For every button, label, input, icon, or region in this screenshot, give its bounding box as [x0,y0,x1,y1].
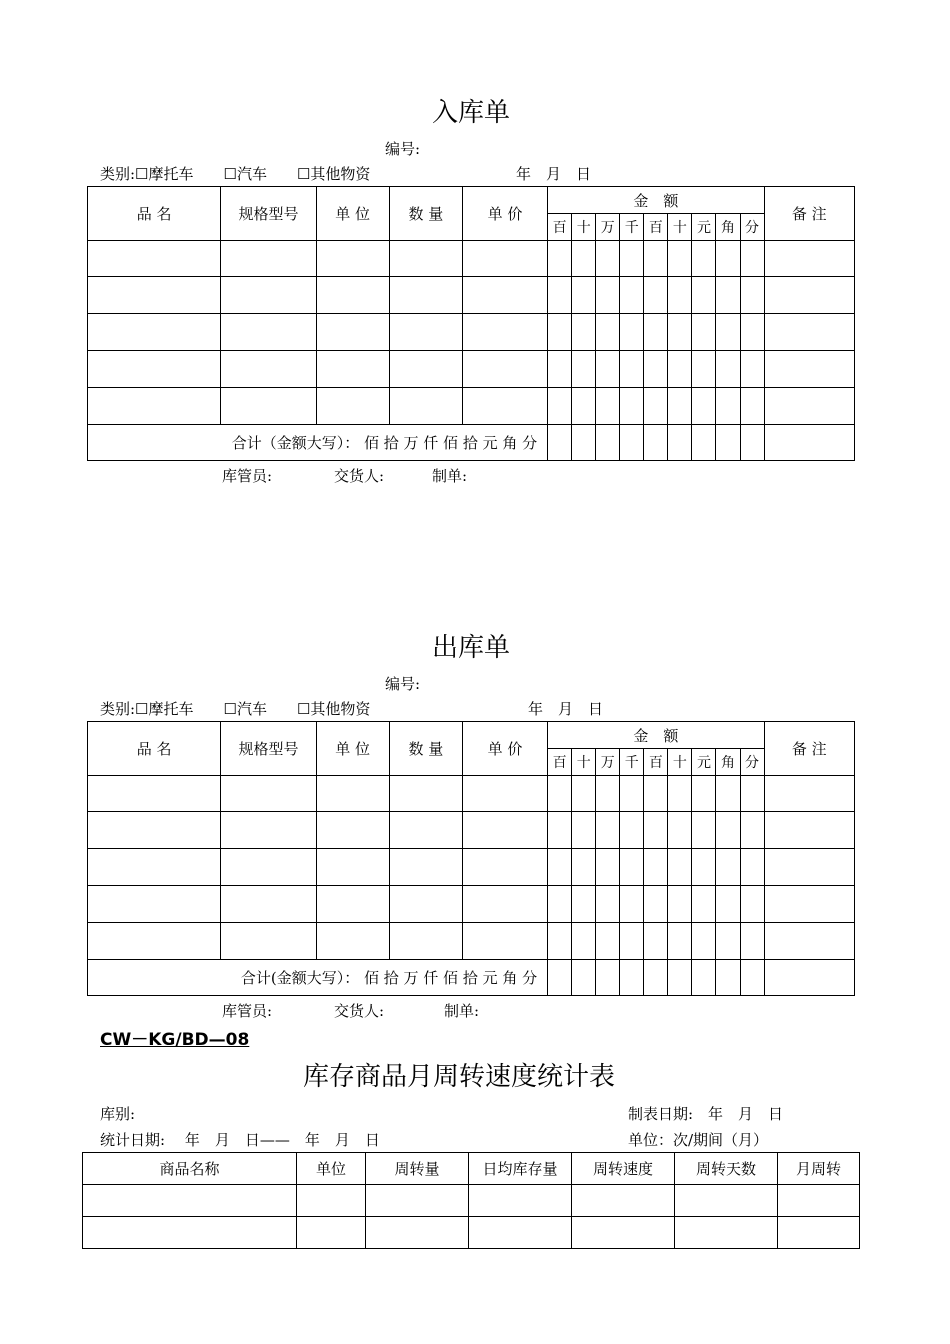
digit-cell: 千 [620,749,644,776]
input-cell[interactable] [764,388,854,425]
input-cell[interactable] [620,812,644,849]
input-cell[interactable] [548,960,572,996]
input-cell[interactable] [316,277,389,314]
input-cell[interactable] [221,849,316,886]
header-turnover-speed: 周转速度 [572,1153,675,1185]
input-cell[interactable] [462,314,547,351]
input-cell[interactable] [221,241,316,277]
input-cell[interactable] [620,960,644,996]
input-cell[interactable] [692,886,716,923]
input-cell[interactable] [596,923,620,960]
issue-table [87,721,855,996]
digit-cell: 十 [572,214,596,241]
digit-cell: 百 [644,749,668,776]
input-cell[interactable] [675,1217,778,1249]
digit-cell: 万 [596,749,620,776]
digit-cell: 角 [716,214,740,241]
input-cell[interactable] [548,241,572,277]
input-cell[interactable] [572,849,596,886]
input-cell[interactable] [462,351,547,388]
receipt-keeper-label: 库管员: [222,467,273,485]
input-cell[interactable] [692,960,716,996]
header-price: 单 价 [462,722,547,776]
input-cell[interactable] [389,388,462,425]
input-cell[interactable] [668,277,692,314]
input-cell[interactable] [764,960,854,996]
header-monthly-turnover: 月周转 [778,1153,860,1185]
table-row [88,388,855,425]
input-cell[interactable] [316,923,389,960]
digit-cell: 元 [692,214,716,241]
input-cell[interactable] [572,351,596,388]
input-cell[interactable] [716,314,740,351]
input-cell[interactable] [644,314,668,351]
issue-category-line: 类别:☐摩托车 ☐汽车 ☐其他物资 [100,700,371,718]
input-cell[interactable] [740,886,764,923]
turnover-title: 库存商品月周转速度统计表 [303,1062,616,1092]
input-cell[interactable] [221,776,316,812]
input-cell[interactable] [596,776,620,812]
table-row [88,923,855,960]
input-cell[interactable] [668,776,692,812]
input-cell[interactable] [740,776,764,812]
input-cell[interactable] [620,425,644,461]
input-cell[interactable] [620,776,644,812]
input-cell[interactable] [716,776,740,812]
input-cell[interactable] [572,277,596,314]
input-cell[interactable] [644,277,668,314]
input-cell[interactable] [572,425,596,461]
input-cell[interactable] [620,314,644,351]
input-cell[interactable] [548,351,572,388]
input-cell[interactable] [596,351,620,388]
input-cell[interactable] [740,849,764,886]
input-cell[interactable] [469,1217,572,1249]
input-cell[interactable] [88,812,221,849]
warehouse-label: 库别: [100,1105,136,1123]
input-cell[interactable] [716,351,740,388]
table-row [88,776,855,812]
input-cell[interactable] [596,886,620,923]
input-cell[interactable] [778,1185,860,1217]
input-cell[interactable] [740,425,764,461]
input-cell[interactable] [83,1217,297,1249]
header-daily-avg-stock: 日均库存量 [469,1153,572,1185]
input-cell[interactable] [221,277,316,314]
header-unit: 单 位 [316,187,389,241]
input-cell[interactable] [88,241,221,277]
input-cell[interactable] [88,923,221,960]
input-cell[interactable] [596,241,620,277]
stat-date-label: 统计日期: 年 月 日—— 年 月 日 [100,1131,380,1149]
input-cell[interactable] [548,314,572,351]
input-cell[interactable] [316,241,389,277]
input-cell[interactable] [389,351,462,388]
input-cell[interactable] [716,923,740,960]
input-cell[interactable] [548,388,572,425]
input-cell[interactable] [740,277,764,314]
input-cell[interactable] [620,241,644,277]
input-cell[interactable] [548,849,572,886]
input-cell[interactable] [764,776,854,812]
input-cell[interactable] [778,1217,860,1249]
total-label: 合计（金额大写）： 佰 拾 万 仟 佰 拾 元 角 分 [88,425,548,461]
digit-cell: 十 [668,214,692,241]
input-cell[interactable] [462,277,547,314]
input-cell[interactable] [740,351,764,388]
input-cell[interactable] [548,425,572,461]
input-cell[interactable] [389,886,462,923]
unit-label: 单位：次/期间（月） [628,1131,769,1149]
input-cell[interactable] [366,1217,469,1249]
receipt-title: 入库单 [432,98,511,128]
input-cell[interactable] [221,314,316,351]
input-cell[interactable] [764,425,854,461]
input-cell[interactable] [675,1185,778,1217]
input-cell[interactable] [620,849,644,886]
input-cell[interactable] [596,277,620,314]
input-cell[interactable] [596,849,620,886]
input-cell[interactable] [644,351,668,388]
digit-cell: 十 [668,749,692,776]
input-cell[interactable] [644,388,668,425]
receipt-deliverer-label: 交货人: [334,467,385,485]
header-turnover-quantity: 周转量 [366,1153,469,1185]
input-cell[interactable] [716,812,740,849]
input-cell[interactable] [316,886,389,923]
digit-cell: 角 [716,749,740,776]
form-code: CW－KG/BD—08 [100,1030,250,1050]
header-unit: 单位 [297,1153,366,1185]
header-quantity: 数 量 [389,187,462,241]
input-cell[interactable] [668,812,692,849]
input-cell[interactable] [716,886,740,923]
input-cell[interactable] [692,425,716,461]
input-cell[interactable] [389,923,462,960]
input-cell[interactable] [389,241,462,277]
input-cell[interactable] [740,314,764,351]
input-cell[interactable] [716,241,740,277]
input-cell[interactable] [644,923,668,960]
turnover-table [82,1152,860,1249]
input-cell[interactable] [221,923,316,960]
input-cell[interactable] [764,923,854,960]
input-cell[interactable] [692,776,716,812]
input-cell[interactable] [572,314,596,351]
input-cell[interactable] [644,886,668,923]
input-cell[interactable] [297,1185,366,1217]
input-cell[interactable] [620,277,644,314]
made-date-label: 制表日期: 年 月 日 [628,1105,784,1123]
input-cell[interactable] [668,425,692,461]
table-row [88,241,855,277]
issue-maker-label: 制单: [444,1002,480,1020]
input-cell[interactable] [316,388,389,425]
input-cell[interactable] [596,960,620,996]
input-cell[interactable] [764,241,854,277]
issue-deliverer-label: 交货人: [334,1002,385,1020]
input-cell[interactable] [668,960,692,996]
digit-cell: 元 [692,749,716,776]
input-cell[interactable] [389,277,462,314]
table-row [83,1185,860,1217]
input-cell[interactable] [668,886,692,923]
total-row [88,960,855,996]
input-cell[interactable] [692,812,716,849]
input-cell[interactable] [316,314,389,351]
input-cell[interactable] [88,776,221,812]
receipt-number-label: 编号: [385,140,421,158]
input-cell[interactable] [462,776,547,812]
input-cell[interactable] [740,960,764,996]
input-cell[interactable] [692,314,716,351]
input-cell[interactable] [764,314,854,351]
input-cell[interactable] [88,849,221,886]
input-cell[interactable] [572,388,596,425]
input-cell[interactable] [88,886,221,923]
input-cell[interactable] [644,812,668,849]
input-cell[interactable] [462,812,547,849]
digit-cell: 百 [644,214,668,241]
input-cell[interactable] [668,849,692,886]
receipt-table [87,186,855,461]
total-label: 合计(金额大写）： 佰 拾 万 仟 佰 拾 元 角 分 [88,960,548,996]
header-product-name: 商品名称 [83,1153,297,1185]
issue-keeper-label: 库管员: [222,1002,273,1020]
input-cell[interactable] [716,960,740,996]
input-cell[interactable] [88,314,221,351]
input-cell[interactable] [221,886,316,923]
header-price: 单 价 [462,187,547,241]
input-cell[interactable] [548,886,572,923]
input-cell[interactable] [548,923,572,960]
table-row [88,886,855,923]
input-cell[interactable] [462,241,547,277]
input-cell[interactable] [389,776,462,812]
input-cell[interactable] [716,849,740,886]
input-cell[interactable] [548,776,572,812]
header-amount: 金 额 [548,722,764,749]
input-cell[interactable] [620,923,644,960]
input-cell[interactable] [316,351,389,388]
issue-title: 出库单 [432,633,511,663]
input-cell[interactable] [366,1185,469,1217]
digit-cell: 百 [548,749,572,776]
input-cell[interactable] [572,886,596,923]
header-quantity: 数 量 [389,722,462,776]
input-cell[interactable] [668,388,692,425]
input-cell[interactable] [716,388,740,425]
header-remark: 备 注 [764,722,854,776]
issue-date-label: 年 月 日 [528,700,604,718]
input-cell[interactable] [764,277,854,314]
input-cell[interactable] [88,351,221,388]
input-cell[interactable] [644,960,668,996]
input-cell[interactable] [572,776,596,812]
input-cell[interactable] [644,849,668,886]
input-cell[interactable] [572,812,596,849]
input-cell[interactable] [596,388,620,425]
input-cell[interactable] [692,241,716,277]
input-cell[interactable] [644,776,668,812]
input-cell[interactable] [572,1217,675,1249]
input-cell[interactable] [462,923,547,960]
input-cell[interactable] [88,277,221,314]
header-unit: 单 位 [316,722,389,776]
input-cell[interactable] [692,849,716,886]
input-cell[interactable] [644,241,668,277]
input-cell[interactable] [221,812,316,849]
table-row [83,1217,860,1249]
input-cell[interactable] [596,425,620,461]
input-cell[interactable] [572,241,596,277]
table-row [88,314,855,351]
input-cell[interactable] [316,812,389,849]
table-row [88,277,855,314]
input-cell[interactable] [462,388,547,425]
header-spec: 规格型号 [221,722,316,776]
digit-cell: 万 [596,214,620,241]
input-cell[interactable] [692,351,716,388]
input-cell[interactable] [316,776,389,812]
input-cell[interactable] [548,812,572,849]
input-cell[interactable] [740,241,764,277]
input-cell[interactable] [548,277,572,314]
input-cell[interactable] [620,351,644,388]
input-cell[interactable] [740,388,764,425]
input-cell[interactable] [469,1185,572,1217]
table-row [88,812,855,849]
input-cell[interactable] [668,241,692,277]
input-cell[interactable] [692,388,716,425]
header-spec: 规格型号 [221,187,316,241]
header-turnover-days: 周转天数 [675,1153,778,1185]
input-cell[interactable] [740,923,764,960]
input-cell[interactable] [668,923,692,960]
digit-cell: 百 [548,214,572,241]
input-cell[interactable] [716,277,740,314]
input-cell[interactable] [389,849,462,886]
input-cell[interactable] [572,923,596,960]
header-remark: 备 注 [764,187,854,241]
input-cell[interactable] [764,849,854,886]
input-cell[interactable] [668,314,692,351]
input-cell[interactable] [389,314,462,351]
digit-cell: 十 [572,749,596,776]
input-cell[interactable] [620,388,644,425]
input-cell[interactable] [668,351,692,388]
input-cell[interactable] [644,425,668,461]
input-cell[interactable] [692,923,716,960]
receipt-date-label: 年 月 日 [516,165,592,183]
digit-cell: 千 [620,214,644,241]
issue-number-label: 编号: [385,675,421,693]
header-name: 品 名 [88,722,221,776]
input-cell[interactable] [83,1185,297,1217]
header-amount: 金 额 [548,187,764,214]
total-row [88,425,855,461]
receipt-maker-label: 制单: [432,467,468,485]
table-row [88,351,855,388]
input-cell[interactable] [221,351,316,388]
input-cell[interactable] [764,351,854,388]
input-cell[interactable] [297,1217,366,1249]
input-cell[interactable] [389,812,462,849]
input-cell[interactable] [462,849,547,886]
input-cell[interactable] [620,886,644,923]
input-cell[interactable] [692,277,716,314]
header-name: 品 名 [88,187,221,241]
input-cell[interactable] [221,388,316,425]
input-cell[interactable] [740,812,764,849]
table-row [88,849,855,886]
input-cell[interactable] [716,425,740,461]
input-cell[interactable] [764,886,854,923]
digit-cell: 分 [740,749,764,776]
input-cell[interactable] [596,314,620,351]
input-cell[interactable] [316,849,389,886]
input-cell[interactable] [572,1185,675,1217]
input-cell[interactable] [88,388,221,425]
input-cell[interactable] [764,812,854,849]
input-cell[interactable] [462,886,547,923]
receipt-category-line: 类别:☐摩托车 ☐汽车 ☐其他物资 [100,165,371,183]
digit-cell: 分 [740,214,764,241]
input-cell[interactable] [572,960,596,996]
input-cell[interactable] [596,812,620,849]
